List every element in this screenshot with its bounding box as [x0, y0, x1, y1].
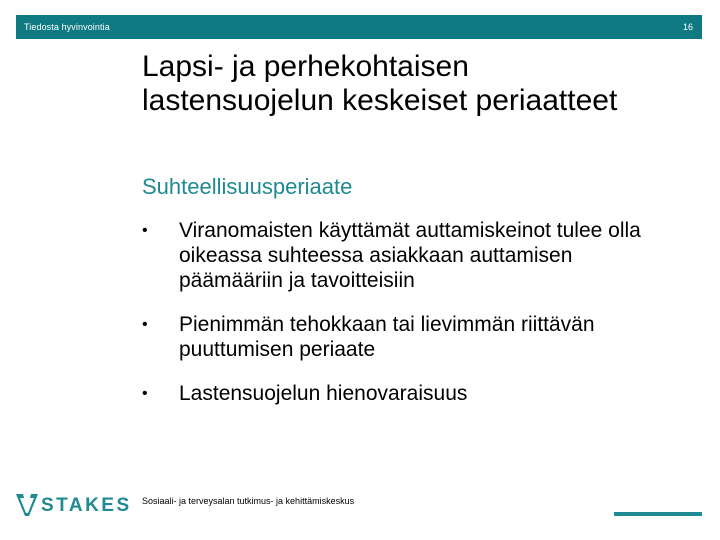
bullet-icon: • — [142, 316, 148, 333]
slide-title: Lapsi- ja perhekohtaisen lastensuojelun keskeiset periaatteet — [142, 50, 618, 117]
footer-institute: Sosiaali- ja terveysalan tutkimus- ja kehittämiskeskus — [142, 496, 355, 506]
bullet-text: Pienimmän tehokkaan tai lievimmän riittävän puuttumisen periaate — [179, 313, 595, 361]
bullet-item — [142, 312, 682, 362]
bullet-item — [142, 218, 682, 293]
bullet-icon: • — [142, 222, 148, 239]
bullet-icon: • — [142, 385, 148, 402]
slide-subtitle: Suhteellisuusperiaate — [142, 174, 353, 199]
bullet-item — [142, 381, 682, 406]
footer-accent-bar — [614, 512, 702, 516]
header-bar — [16, 15, 702, 39]
stakes-emblem-icon — [16, 494, 38, 516]
stakes-logo — [16, 489, 132, 517]
org-name: Tiedosta hyvinvointia — [24, 22, 110, 32]
logo-wordmark: STAKES — [41, 495, 132, 516]
page-number: 16 — [682, 22, 693, 32]
bullet-text: Viranomaisten käyttämät auttamiskeinot tulee olla oikeassa suhteessa asiakkaan auttamisen päämääriin ja tavoitteisiin — [179, 219, 641, 292]
bullet-text: Lastensuojelun hienovaraisuus — [179, 382, 468, 405]
bullet-list — [142, 218, 682, 425]
